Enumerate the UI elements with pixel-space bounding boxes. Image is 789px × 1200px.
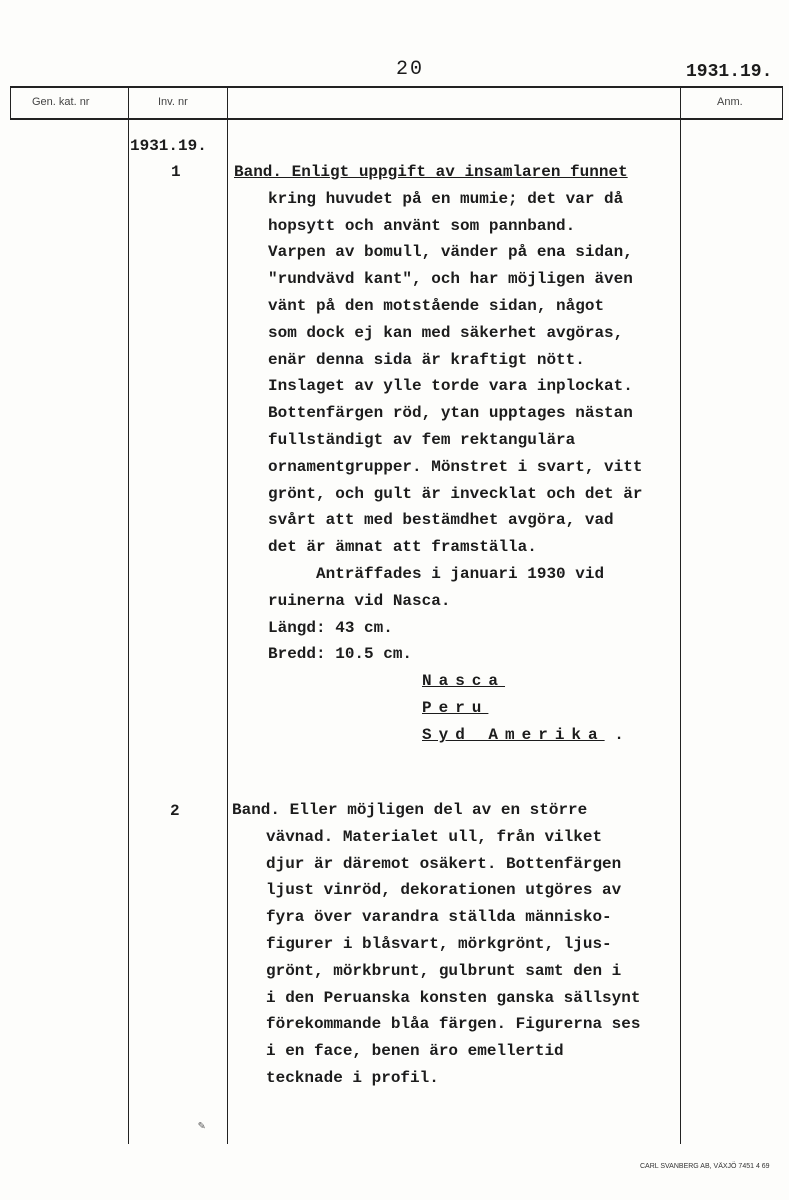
entry-1-number: 1 bbox=[171, 163, 181, 181]
table-header-rule bbox=[10, 118, 782, 120]
entry-1-line-1: Band. Enligt uppgift av insamlaren funnet bbox=[234, 163, 628, 181]
column-header-anm: Anm. bbox=[717, 96, 743, 108]
entry-1-line-18: Längd: 43 cm. bbox=[268, 618, 393, 637]
entry-2-line-8: i den Peruanska konsten ganska sällsynt bbox=[266, 988, 641, 1007]
table-top-rule bbox=[10, 86, 782, 88]
entry-1-line-14: svårt att med bestämdhet avgöra, vad bbox=[268, 511, 614, 530]
entry-2-line-5: fyra över varandra ställda människo- bbox=[266, 908, 612, 927]
entry-1-line-19: Bredd: 10.5 cm. bbox=[268, 645, 413, 664]
column-divider-text bbox=[227, 86, 228, 1144]
entry-2-line-11: tecknade i profil. bbox=[266, 1068, 439, 1087]
entry-1-line-3: hopsytt och använt som pannband. bbox=[268, 216, 576, 235]
entry-1-line-7: som dock ej kan med säkerhet avgöras, bbox=[268, 323, 624, 342]
entry-1-line-12: ornamentgrupper. Mönstret i svart, vitt bbox=[268, 457, 643, 476]
column-divider-inv bbox=[128, 86, 129, 1144]
place-syd-amerika: Syd Amerika bbox=[422, 725, 605, 744]
column-divider-anm bbox=[680, 86, 681, 1144]
entry-2-line-2: vävnad. Materialet ull, från vilket bbox=[266, 827, 603, 846]
entry-1-line-10: Bottenfärgen röd, ytan upptages nästan bbox=[268, 404, 633, 423]
entry-1-line-6: vänt på den motstående sidan, något bbox=[268, 296, 605, 315]
entry-2-line-9: förekommande blåa färgen. Figurerna ses bbox=[266, 1015, 641, 1034]
entry-1-line-11: fullständigt av fem rektangulära bbox=[268, 430, 576, 449]
place-nasca: Nasca bbox=[422, 672, 506, 691]
place-peru: Peru bbox=[422, 698, 489, 717]
column-divider-right bbox=[782, 86, 783, 120]
column-divider-gen bbox=[10, 86, 11, 120]
place-period: . bbox=[614, 725, 624, 744]
entry-2-line-3: djur är däremot osäkert. Bottenfärgen bbox=[266, 854, 622, 873]
entry-1-line-13: grönt, och gult är invecklat och det är bbox=[268, 484, 643, 503]
entry-1-line-9: Inslaget av ylle torde vara inplockat. bbox=[268, 377, 633, 396]
entry-1-description bbox=[234, 159, 642, 749]
place-nasca-line bbox=[234, 668, 642, 695]
page-number: 20 bbox=[396, 58, 425, 81]
pencil-mark-icon: ✎ bbox=[198, 1119, 206, 1133]
entry-1-line-4: Varpen av bomull, vänder på ena sidan, bbox=[268, 243, 633, 262]
entry-2-line-1: Band. Eller möjligen del av en större bbox=[232, 801, 588, 819]
entry-2-line-4: ljust vinröd, dekorationen utgöres av bbox=[266, 881, 622, 900]
entry-1-line-17: ruinerna vid Nasca. bbox=[268, 591, 451, 610]
entry-1-line-15: det är ämnat att framställa. bbox=[268, 538, 537, 557]
inventory-header: 1931.19. bbox=[130, 137, 207, 155]
entry-1-line-2: kring huvudet på en mumie; det var då bbox=[268, 189, 624, 208]
entry-2-line-7: grönt, mörkbrunt, gulbrunt samt den i bbox=[266, 961, 622, 980]
column-header-inv: Inv. nr bbox=[158, 96, 188, 108]
entry-1-line-16: Anträffades i januari 1930 vid bbox=[316, 564, 605, 583]
column-header-gen-kat: Gen. kat. nr bbox=[32, 96, 90, 108]
place-peru-line bbox=[234, 695, 642, 722]
place-syd-amerika-line bbox=[234, 722, 642, 749]
text-line bbox=[234, 159, 642, 186]
entry-2-number: 2 bbox=[170, 802, 180, 820]
catalogue-reference: 1931.19. bbox=[686, 62, 773, 82]
entry-2-description bbox=[232, 797, 640, 1092]
entry-1-line-5: "rundvävd kant", och har möjligen även bbox=[268, 270, 633, 289]
entry-1-line-8: enär denna sida är kraftigt nött. bbox=[268, 350, 585, 369]
entry-2-line-6: figurer i blåsvart, mörkgrönt, ljus- bbox=[266, 934, 612, 953]
entry-2-line-10: i en face, benen äro emellertid bbox=[266, 1042, 564, 1061]
printer-mark: CARL SVANBERG AB, VÄXJÖ 7451 4 69 bbox=[640, 1163, 770, 1170]
